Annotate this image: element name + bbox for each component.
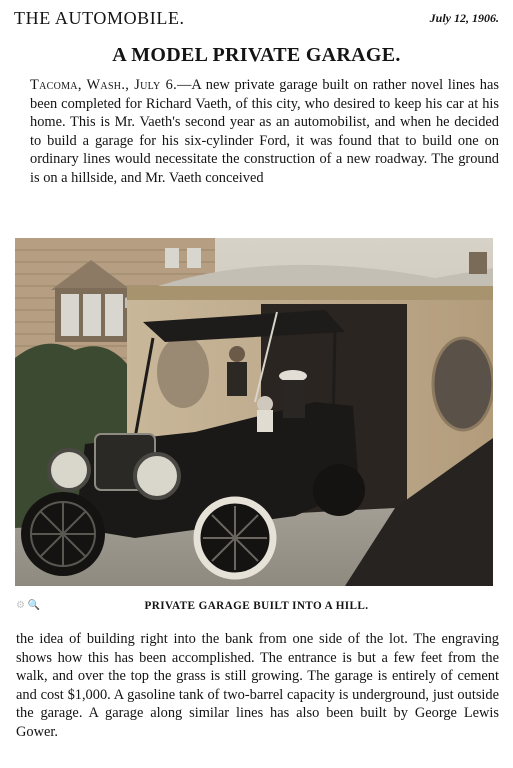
doll-figure (257, 396, 273, 412)
article-dateline: Tacoma, Wash., July 6. (30, 77, 178, 93)
front-right-wheel-spokes (203, 506, 267, 570)
right-headlamp (135, 454, 179, 498)
upper-window (187, 248, 201, 268)
garage-parapet (127, 286, 493, 300)
round-window (433, 338, 493, 430)
article-paragraph-1-text: —A new private garage built on rather novel lines has been completed for Richard Vaeth, of this city, who desired to keep his car at his home. This is Mr. Vaeth's second year as an automobilist, and when he decided to build a garage for his six-cylinder Ford, it was found that to build one on ordinary lines would necessitate the construction of a new roadway. The ground is on a hillside, and Mr. Vaeth conceived (30, 77, 499, 186)
chimney (469, 252, 487, 274)
front-left-wheel-spokes (31, 502, 95, 566)
driver-figure (229, 346, 245, 362)
garage-photo (15, 238, 493, 586)
window-pane (61, 294, 79, 336)
article-title: A MODEL PRIVATE GARAGE. (112, 44, 401, 66)
window-pane (105, 294, 123, 336)
driver-figure (227, 362, 247, 396)
left-headlamp (49, 450, 89, 490)
upper-window (165, 248, 179, 268)
child-figure (283, 380, 305, 418)
article-paragraph-1 (30, 76, 499, 187)
figure-caption: PRIVATE GARAGE BUILT INTO A HILL. (144, 600, 369, 612)
publication-name: THE AUTOMOBILE. (14, 8, 185, 28)
window-pane (83, 294, 101, 336)
page-header (14, 8, 499, 30)
issue-date: July 12, 1906. (429, 11, 499, 25)
gear-icon: ⚙ (16, 600, 25, 611)
article-paragraph-2: the idea of building right into the bank from one side of the lot. The engraving shows how this has been accomplished. The entrance is but a few feet from the walk, and over the top the grass is still growing. The garage is entirely of cement and cost $1,000. A gasoline tank of two-barrel capacity is underground, just outside the garage. A garage along similar lines has also been built by George Lewis Gower. (16, 631, 499, 740)
rear-wheel (313, 464, 365, 516)
doll-figure (257, 410, 273, 432)
garage-photo-illustration (15, 238, 493, 586)
left-round-recess (157, 336, 209, 408)
magnifier-icon: 🔍 (27, 600, 40, 611)
